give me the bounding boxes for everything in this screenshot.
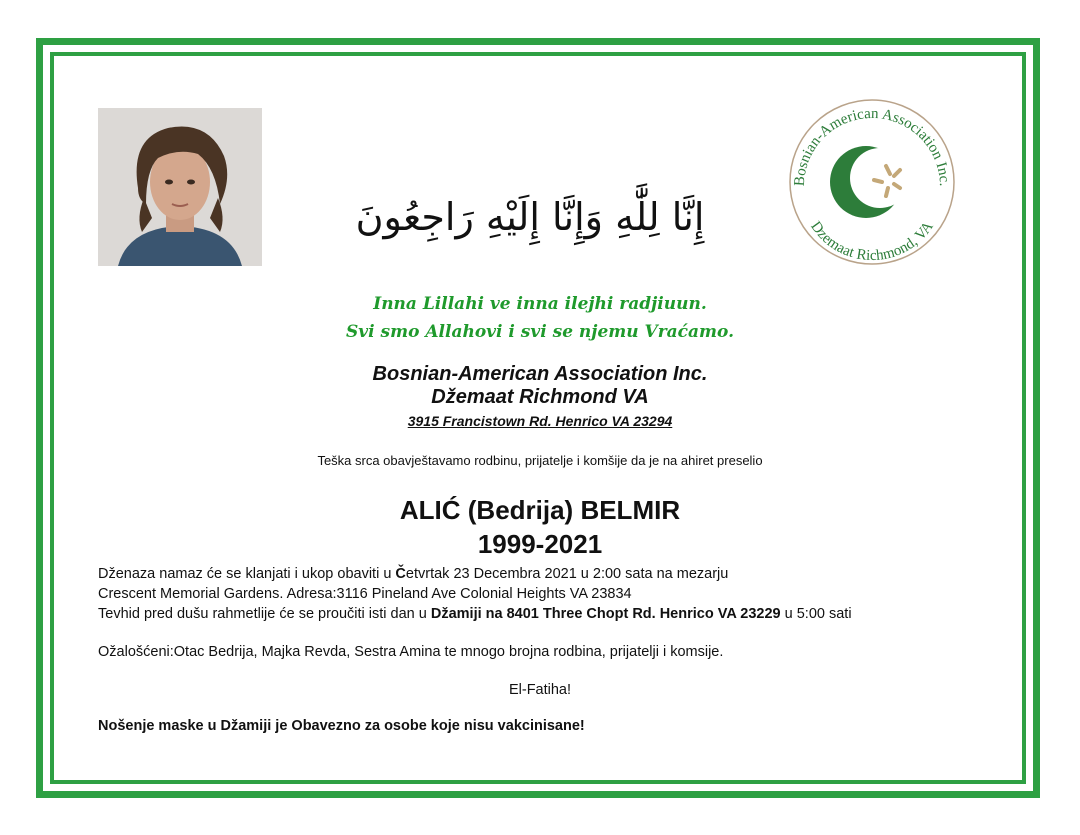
deceased-name: ALIĆ (Bedrija) BELMIR xyxy=(399,495,681,525)
funeral-details-line-1-b: etvrtak 23 Decembra 2021 u 2:00 sata na mezarju xyxy=(405,566,729,582)
arabic-calligraphy-text: إِنَّا لِلَّٰهِ وَإِنَّا إِلَيْهِ رَاجِعُونَ xyxy=(355,195,705,239)
funeral-details-line-1-bold: Č xyxy=(395,566,406,582)
funeral-details-line-2: Crescent Memorial Gardens. Adresa:3116 Pineland Ave Colonial Heights VA 23834 xyxy=(98,586,632,602)
org-name: Bosnian-American Association Inc. xyxy=(372,363,708,385)
arabic-calligraphy xyxy=(352,172,708,258)
funeral-details-line-3-a: Tevhid pred dušu rahmetlije će se proučiti isti dan u xyxy=(98,606,431,622)
funeral-details-line-3 xyxy=(98,604,852,624)
funeral-details-line-1-a: Dženaza namaz će se klanjati i ukop obaviti u xyxy=(98,566,396,582)
funeral-details-line-3-bold: Džamiji na 8401 Three Chopt Rd. Henrico VA 23229 xyxy=(430,606,781,622)
org-dzemaat: Džemaat Richmond VA xyxy=(431,386,649,408)
closing-text: El-Fatiha! xyxy=(508,682,572,698)
announcement-text: Teška srca obavještavamo rodbinu, prijatelje i komšije da je na ahiret preselio xyxy=(317,453,763,468)
funeral-details-line-3-b: u 5:00 sati xyxy=(780,606,852,622)
green-line-2: Svi smo Allahovi i svi se njemu Vraćamo. xyxy=(346,322,734,342)
deceased-photo xyxy=(98,108,262,266)
green-line-1: Inna Lillahi ve inna ilejhi radjiuun. xyxy=(373,294,707,314)
crescent-icon xyxy=(830,146,910,218)
deceased-years: 1999-2021 xyxy=(477,529,603,559)
logo-ring-bottom-text: Dzemaat Richmond, VA xyxy=(807,218,937,265)
logo-ring-top-text: Bosnian-American Association Inc. xyxy=(791,105,953,187)
org-address: 3915 Francistown Rd. Henrico VA 23294 xyxy=(407,413,673,429)
association-logo xyxy=(782,96,962,268)
funeral-details-line-1 xyxy=(98,564,728,584)
mask-notice: Nošenje maske u Džamiji je Obavezno za osobe koje nisu vakcinisane! xyxy=(98,718,585,734)
portrait-image xyxy=(98,108,262,266)
mourners-text: Ožalošćeni:Otac Bedrija, Majka Revda, Sestra Amina te mnogo brojna rodbina, prijatelji i komsije. xyxy=(98,644,724,660)
